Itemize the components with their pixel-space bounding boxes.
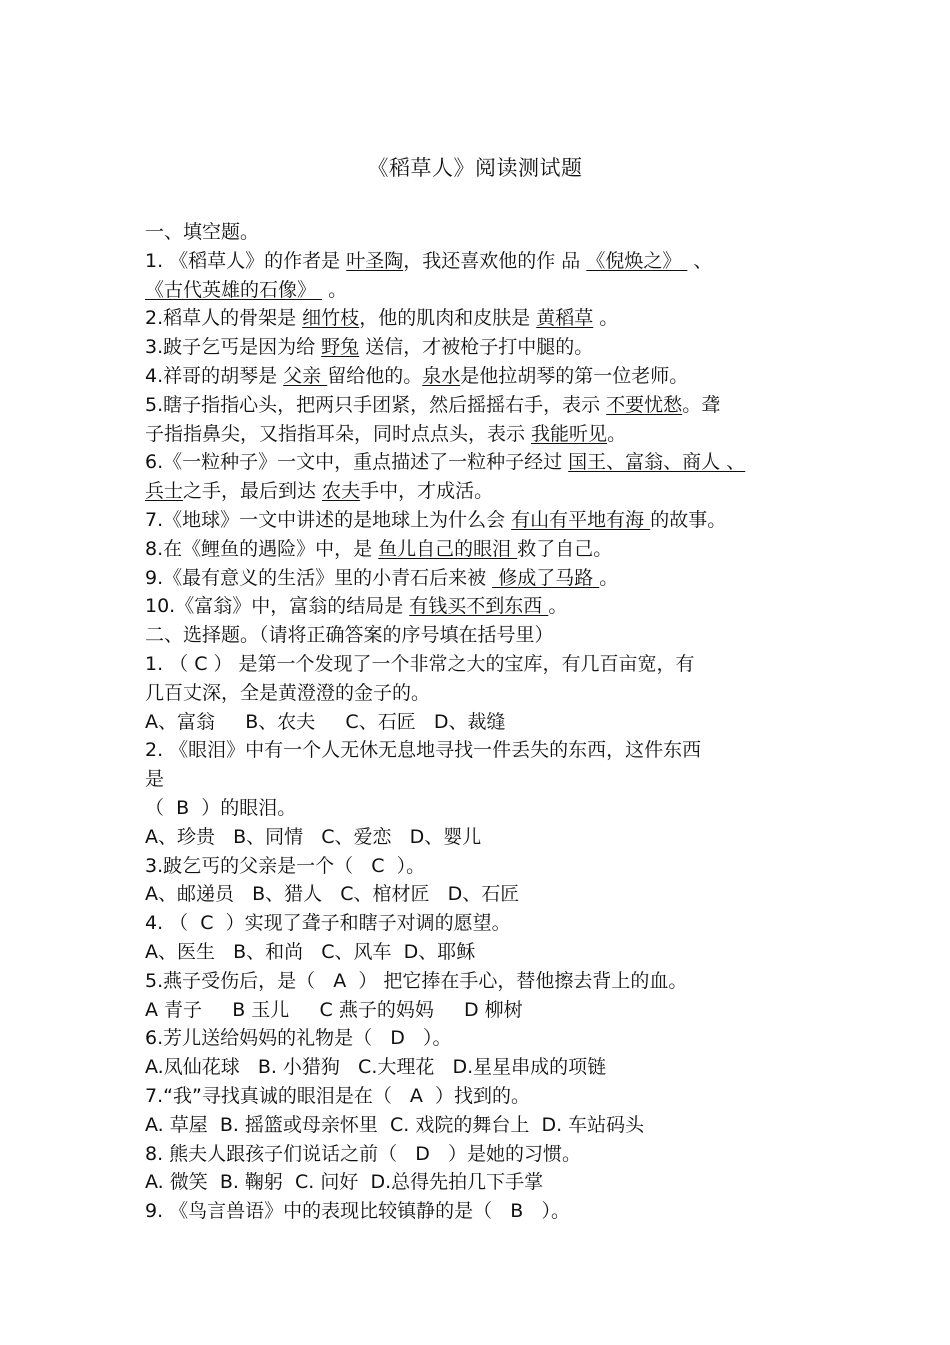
text-line	[145, 736, 817, 765]
text-segment: 几百丈深，全是黄澄澄的金子的。	[145, 681, 431, 704]
text-segment: 。	[599, 566, 619, 589]
text-line	[145, 391, 817, 420]
text-segment: 10.《富翁》中，富翁的结局是	[145, 595, 410, 618]
text-line	[145, 276, 817, 305]
text-segment: 。聋	[682, 393, 721, 416]
text-segment: 子指指鼻尖，又指指耳朵，同时点点头，表示	[145, 422, 532, 445]
text-segment: A、富翁 B、农夫 C、石匠 D、裁缝	[145, 710, 506, 733]
text-segment: 2. 《眼泪》中有一个人无休无息地寻找一件丢失的东西，这件东西	[145, 739, 702, 762]
text-segment: 9. 《鸟言兽语》中的表现比较镇静的是（ B ）。	[145, 1200, 570, 1223]
text-segment: 4. （ C ）实现了聋子和瞎子对调的愿望。	[145, 912, 511, 935]
text-line	[145, 708, 817, 737]
text-segment: 。	[322, 278, 348, 301]
text-line	[145, 1197, 817, 1226]
text-line	[145, 477, 817, 506]
text-line	[145, 592, 817, 621]
answer-underlined: 泉水	[422, 364, 461, 387]
answer-underlined: 我能听见	[531, 422, 608, 445]
text-segment: 8. 熊夫人跟孩子们说话之前（ D ）是她的习惯。	[145, 1142, 582, 1165]
text-line	[145, 938, 817, 967]
text-line	[145, 333, 817, 362]
text-line	[145, 1082, 817, 1111]
answer-underlined: 黄稻草	[536, 307, 594, 330]
text-segment: 二、选择题。（请将正确答案的序号填在括号里）	[145, 624, 554, 647]
text-segment: A. 草屋 B. 摇篮或母亲怀里 C. 戏院的舞台上 D. 车站码头	[145, 1113, 645, 1136]
text-segment: 3.跛乞丐的父亲是一个（ C ）。	[145, 854, 426, 877]
text-segment: 7.《地球》一文中讲述的是地球上为什么会	[145, 508, 512, 531]
answer-underlined: 叶圣陶	[346, 249, 404, 272]
text-segment: 1. 《稻草人》的作者是	[145, 249, 347, 272]
text-segment: 4.祥哥的胡琴是	[145, 364, 284, 387]
text-segment: 6.《一粒种子》一文中，重点描述了一粒种子经过	[145, 451, 569, 474]
text-segment: 送信，才被枪子打中腿的。	[359, 336, 594, 359]
text-line	[145, 535, 817, 564]
text-segment: 是他拉胡琴的第一位老师。	[460, 364, 689, 387]
text-segment: A、珍贵 B、同情 C、爱恋 D、婴儿	[145, 825, 482, 848]
text-segment: A. 微笑 B. 鞠躬 C. 问好 D.总得先拍几下手掌	[145, 1171, 544, 1194]
text-segment: 一、填空题。	[145, 221, 260, 243]
text-segment: 3.跛子乞丐是因为给	[145, 336, 322, 359]
text-segment: 5.瞎子指指心头，把两只手团紧，然后摇摇右手，表示	[145, 393, 607, 416]
text-line	[145, 650, 817, 679]
answer-underlined: 修成了马路	[492, 566, 600, 589]
text-line	[145, 564, 817, 593]
text-segment: 2.稻草人的骨架是	[145, 307, 303, 330]
text-segment: 救了自己。	[517, 537, 613, 560]
text-segment: A.凤仙花球 B. 小猎狗 C.大理花 D.星星串成的项链	[145, 1056, 607, 1079]
answer-underlined: 农夫	[322, 480, 361, 503]
text-segment: 5.燕子受伤后，是（ A ） 把它捧在手心，替他擦去背上的血。	[145, 969, 688, 992]
text-segment: 6.芳儿送给妈妈的礼物是（ D ）。	[145, 1027, 452, 1050]
answer-underlined: 《古代英雄的石像》	[145, 278, 323, 301]
answer-underlined: 父亲	[283, 364, 328, 387]
text-line	[145, 880, 817, 909]
answer-underlined: 细竹枝	[302, 307, 360, 330]
text-segment: 。	[607, 422, 627, 445]
text-segment: A、医生 B、和尚 C、风车 D、耶稣	[145, 940, 476, 963]
answer-underlined: 有钱买不到东西	[409, 595, 549, 618]
text-line	[145, 909, 817, 938]
text-line	[145, 621, 817, 650]
text-segment: ，他的肌肉和皮肤是	[359, 307, 537, 330]
text-line	[145, 1024, 817, 1053]
document-body	[145, 218, 817, 1226]
text-line	[145, 679, 817, 708]
text-segment: ，我还喜欢他的作 品	[403, 249, 587, 272]
text-line	[145, 1140, 817, 1169]
answer-underlined: 《倪焕之》	[586, 249, 688, 272]
text-line	[145, 362, 817, 391]
answer-underlined: 国王、富翁、商人 、	[568, 451, 746, 474]
text-segment: （ B ）的眼泪。	[145, 796, 297, 819]
answer-underlined: 有山有平地有海	[511, 508, 651, 531]
text-line	[145, 852, 817, 881]
text-segment: 9.《最有意义的生活》里的小青石后来被	[145, 566, 493, 589]
text-line	[145, 765, 817, 794]
text-segment: 之手，最后到达	[183, 480, 323, 503]
text-segment: 留给他的。	[327, 364, 423, 387]
text-segment: 1. （ C ） 是第一个发现了一个非常之大的宝库，有几百亩宽，有	[145, 652, 695, 675]
text-line	[145, 1168, 817, 1197]
text-segment: 。	[548, 595, 568, 618]
text-line	[145, 794, 817, 823]
text-segment: 手中，才成活。	[360, 480, 494, 503]
text-segment: 。	[593, 307, 619, 330]
text-segment: 是	[145, 768, 165, 791]
text-line	[145, 996, 817, 1025]
text-segment: 7.“我”寻找真诚的眼泪是在（ A ）找到的。	[145, 1084, 531, 1107]
answer-underlined: 不要忧愁	[606, 393, 683, 416]
text-line	[145, 967, 817, 996]
document-title: 《稻草人》阅读测试题	[367, 156, 583, 180]
text-segment: A、邮递员 B、猎人 C、棺材匠 D、石匠	[145, 883, 520, 906]
text-segment: 的故事。	[650, 508, 727, 531]
text-line	[145, 304, 817, 333]
text-segment: A 青子 B 玉儿 C 燕子的妈妈 D 柳树	[145, 998, 523, 1021]
answer-underlined: 兵士	[145, 480, 184, 503]
text-line	[145, 823, 817, 852]
text-line	[145, 448, 817, 477]
text-segment: 、	[687, 249, 713, 272]
text-segment: 8.在《鲤鱼的遇险》中，是	[145, 537, 379, 560]
answer-underlined: 野兔	[321, 336, 360, 359]
text-line	[145, 1053, 817, 1082]
answer-underlined: 鱼儿自己的眼泪	[378, 537, 518, 560]
text-line	[145, 218, 817, 247]
text-line	[145, 420, 817, 449]
text-line	[145, 247, 817, 276]
text-line	[145, 506, 817, 535]
text-line	[145, 1111, 817, 1140]
